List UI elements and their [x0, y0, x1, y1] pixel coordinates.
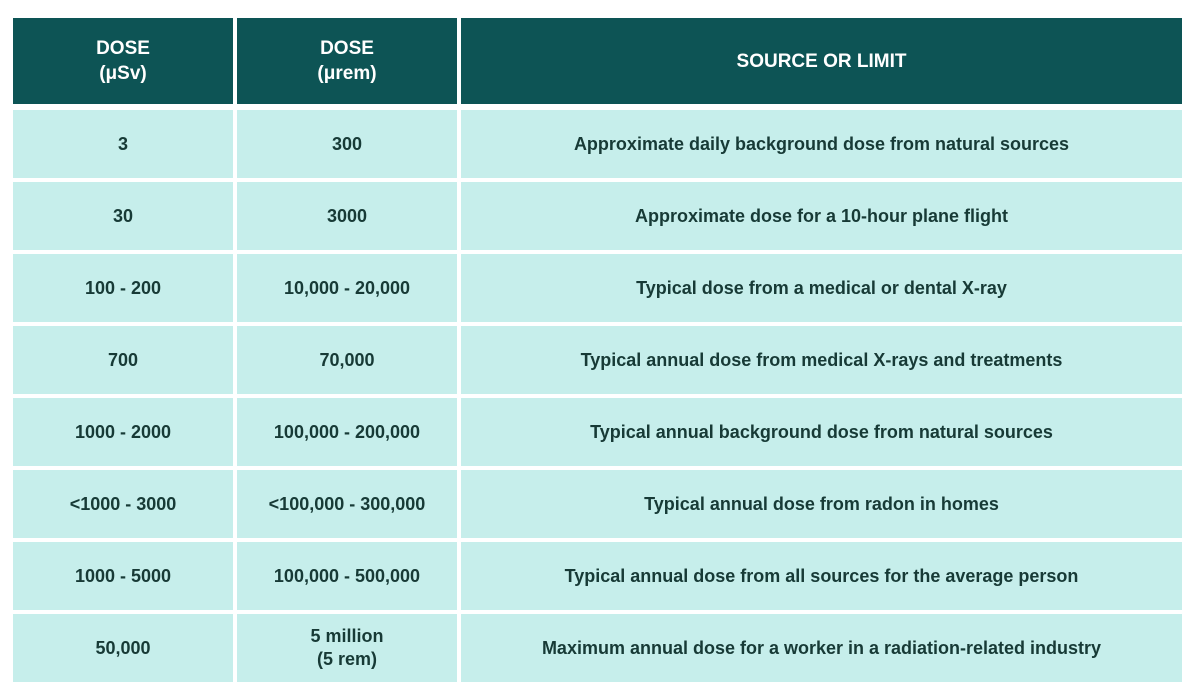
- cell-dose-usv: 1000 - 2000: [13, 398, 237, 470]
- table-row: [13, 470, 1182, 542]
- cell-dose-urem: [237, 614, 461, 682]
- cell-source: Typical annual dose from medical X-rays and treatments: [461, 326, 1182, 398]
- cell-source: Typical annual dose from all sources for the average person: [461, 542, 1182, 614]
- header-dose-urem: [237, 18, 461, 110]
- cell-dose-urem: 70,000: [237, 326, 461, 398]
- table-row: [13, 326, 1182, 398]
- cell-source: Typical annual background dose from natural sources: [461, 398, 1182, 470]
- cell-dose-usv: <1000 - 3000: [13, 470, 237, 542]
- cell-dose-usv: 100 - 200: [13, 254, 237, 326]
- header-source-or-limit: SOURCE OR LIMIT: [461, 18, 1182, 110]
- table-row: [13, 254, 1182, 326]
- table-row: [13, 182, 1182, 254]
- cell-dose-usv: 1000 - 5000: [13, 542, 237, 614]
- table-row: [13, 542, 1182, 614]
- header-dose-usv-label: DOSE: [96, 38, 150, 59]
- cell-dose-urem: 300: [237, 110, 461, 182]
- header-dose-usv: [13, 18, 237, 110]
- cell-dose-usv: 3: [13, 110, 237, 182]
- header-dose-urem-label: DOSE: [320, 38, 374, 59]
- cell-dose-urem: 3000: [237, 182, 461, 254]
- cell-dose-urem: 100,000 - 200,000: [237, 398, 461, 470]
- table-header: [13, 18, 1182, 110]
- cell-dose-urem: <100,000 - 300,000: [237, 470, 461, 542]
- cell-source: Typical annual dose from radon in homes: [461, 470, 1182, 542]
- cell-source: Approximate daily background dose from natural sources: [461, 110, 1182, 182]
- cell-dose-urem: 100,000 - 500,000: [237, 542, 461, 614]
- dose-comparison-table: [13, 18, 1182, 682]
- table-body: [13, 110, 1182, 682]
- table-row: [13, 110, 1182, 182]
- cell-dose-usv: 30: [13, 182, 237, 254]
- cell-source: Approximate dose for a 10-hour plane flight: [461, 182, 1182, 254]
- cell-dose-usv: 700: [13, 326, 237, 398]
- cell-dose-urem: 10,000 - 20,000: [237, 254, 461, 326]
- cell-dose-usv: 50,000: [13, 614, 237, 682]
- header-dose-usv-unit: (μSv): [99, 63, 147, 84]
- cell-source: Typical dose from a medical or dental X-ray: [461, 254, 1182, 326]
- header-row: [13, 18, 1182, 110]
- header-dose-urem-unit: (μrem): [317, 63, 377, 84]
- cell-dose-urem-value: 5 million: [310, 626, 384, 646]
- cell-dose-urem-equivalent: (5 rem): [316, 649, 378, 669]
- cell-source: Maximum annual dose for a worker in a radiation-related industry: [461, 614, 1182, 682]
- table-row: [13, 398, 1182, 470]
- table-row: [13, 614, 1182, 682]
